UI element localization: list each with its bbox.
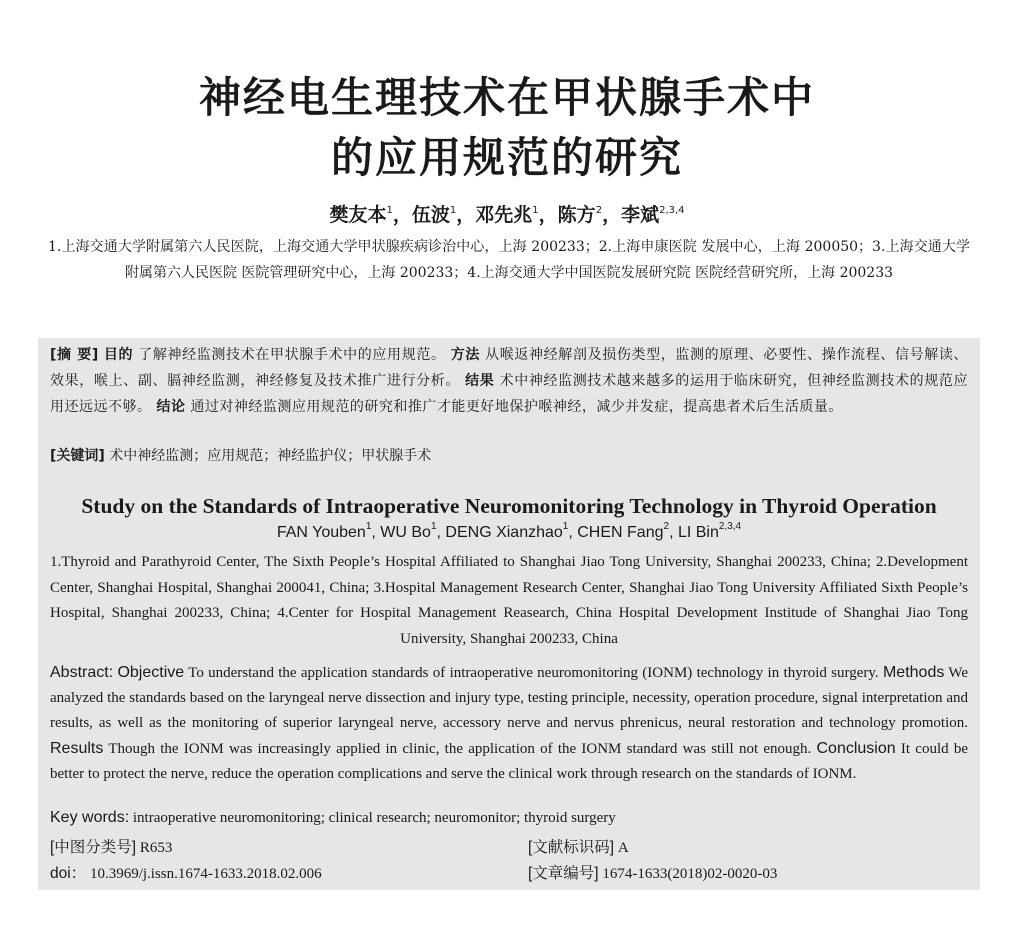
author-affiliation-mark: 1 — [562, 521, 569, 532]
identifier-row — [50, 861, 968, 883]
classification-row — [50, 835, 968, 857]
clc-value: R653 — [139, 840, 173, 856]
doc-code-field — [528, 835, 629, 857]
author-affiliation-mark: 1 — [449, 205, 457, 216]
doc-code-label: [文献标识码] — [528, 839, 615, 856]
author-affiliation-mark: 2 — [595, 205, 603, 216]
author-name: WU Bo — [380, 524, 431, 541]
author-separator: ， — [538, 204, 558, 226]
doi-field — [50, 866, 322, 882]
clc-label: [中图分类号] — [50, 839, 137, 856]
chinese-title-line-2: 的应用规范的研究 — [330, 133, 683, 182]
article-no-label: [文章编号] — [528, 865, 599, 882]
methods-text: We analyzed the standards based on the laryngeal nerve dissection and injury type, testing principle, necessity, operation procedure, signal interpretation and results, as well as the monitoring of superior laryngeal nerve, accessory nerve and nervus phrenicus, neural restoration and technology promotion. — [50, 665, 969, 731]
conclusion-label: 结论 — [156, 399, 186, 415]
keywords-text: 术中神经监测；应用规范；神经监护仪；甲状腺手术 — [109, 448, 432, 464]
author-name: 李斌 — [621, 204, 660, 226]
author-affiliation-mark: 2 — [663, 521, 670, 532]
author-name: 樊友本 — [329, 204, 387, 226]
author-name: FAN Youben — [276, 524, 366, 541]
author-separator: ， — [392, 204, 412, 226]
author-separator: ， — [456, 204, 476, 226]
chinese-title-line-1: 神经电生理技术在甲状腺手术中 — [198, 73, 815, 122]
doi-value: 10.3969/j.issn.1674-1633.2018.02.006 — [89, 866, 322, 882]
author-affiliation-mark: 2,3,4 — [659, 205, 685, 216]
objective-text: To understand the application standards of intraoperative neuromonitoring (IONM) technology in thyroid surgery. — [188, 665, 879, 681]
keywords-label: [关键词] — [50, 448, 105, 464]
methods-label: Methods — [882, 664, 945, 681]
article-no-value: 1674-1633(2018)02-0020-03 — [602, 866, 778, 882]
author-separator: , — [371, 524, 381, 541]
author-affiliation-mark: 2,3,4 — [718, 521, 742, 532]
author-name: DENG Xianzhao — [445, 524, 563, 541]
results-label: 结果 — [465, 373, 495, 389]
conclusion-text: 通过对神经监测应用规范的研究和推广才能更好地保护喉神经，减少并发症，提高患者术后生活质量。 — [190, 399, 843, 415]
doi-label: doi： — [50, 865, 87, 882]
methods-text: 从喉返神经解剖及损伤类型，监测的原理、必要性、操作流程、信号解读、效果，喉上、副、膈神经监测，神经修复及技术推广进行分析。 — [50, 347, 969, 389]
author-affiliation-mark: 1 — [386, 205, 393, 216]
keywords-text: intraoperative neuromonitoring; clinical research; neuromonitor; thyroid surgery — [132, 810, 616, 826]
abstract-label: [摘 要] — [50, 347, 99, 363]
author-name: CHEN Fang — [577, 524, 664, 541]
author-name: 伍波 — [411, 204, 450, 226]
conclusion-text: It could be better to protect the nerve, reduce the operation complications and serve the clinical work through research on the standards of IONM. — [50, 741, 968, 782]
clc-field — [50, 840, 172, 856]
author-name: 邓先兆 — [475, 204, 533, 226]
keywords-label: Key words: — [50, 809, 130, 826]
abstract-label: Abstract: — [50, 664, 114, 681]
methods-label: 方法 — [450, 347, 480, 363]
chinese-affiliations: 1.上海交通大学附属第六人民医院，上海交通大学甲状腺疾病诊治中心，上海 200233；2.上海申康医院 发展中心，上海 200050；3.上海交通大学附属第六人民医院 医院管理研究中心，上海 200233；4.上海交通大学中国医院发展研究院 医院经营研究所，上海 200233 — [48, 239, 970, 281]
conclusion-label: Conclusion — [816, 740, 896, 757]
results-label: Results — [50, 740, 104, 757]
author-affiliation-mark: 1 — [532, 205, 539, 216]
author-name: LI Bin — [677, 524, 719, 541]
author-separator: , — [669, 524, 678, 541]
objective-label: 目的 — [103, 347, 134, 363]
author-affiliation-mark: 1 — [430, 521, 437, 532]
english-abstract — [50, 660, 968, 787]
chinese-keywords — [50, 444, 968, 468]
results-text: 术中神经监测技术越来越多的运用于临床研究，但神经监测技术的规范应用还远远不够。 — [50, 373, 969, 415]
english-title: Study on the Standards of Intraoperative Neuromonitoring Technology in Thyroid Operation — [81, 494, 937, 518]
doc-code-value: A — [617, 840, 629, 856]
chinese-title — [0, 68, 1014, 188]
chinese-authors — [0, 200, 1014, 227]
chinese-abstract — [50, 342, 968, 420]
author-affiliation-mark: 1 — [365, 521, 372, 532]
author-name: 陈方 — [557, 204, 596, 226]
english-authors — [38, 521, 980, 542]
english-keywords — [50, 809, 968, 827]
article-no-field — [528, 861, 777, 883]
author-separator: , — [436, 524, 446, 541]
english-affiliations: 1.Thyroid and Parathyroid Center, The Sixth People’s Hospital Affiliated to Shanghai Jiao Tong University, Shanghai 200233, China; 2.Development Center, Shanghai Hospital, Shanghai 200041, China; 3.Hospital Management Research Center, Shanghai Jiao Tong University Affiliated Sixth People’s Hospital, Shanghai 200233, China; 4.Center for Hospital Management Reasearch, China Hospital Development Institude of Shanghai Jiao Tong University, Shanghai 200233, China — [50, 554, 968, 647]
author-separator: , — [568, 524, 578, 541]
objective-label: Objective — [117, 664, 185, 681]
objective-text: 了解神经监测技术在甲状腺手术中的应用规范。 — [138, 347, 446, 363]
results-text: Though the IONM was increasingly applied in clinic, the application of the IONM standard was still not enough. — [108, 741, 812, 757]
author-separator: ， — [602, 204, 622, 226]
